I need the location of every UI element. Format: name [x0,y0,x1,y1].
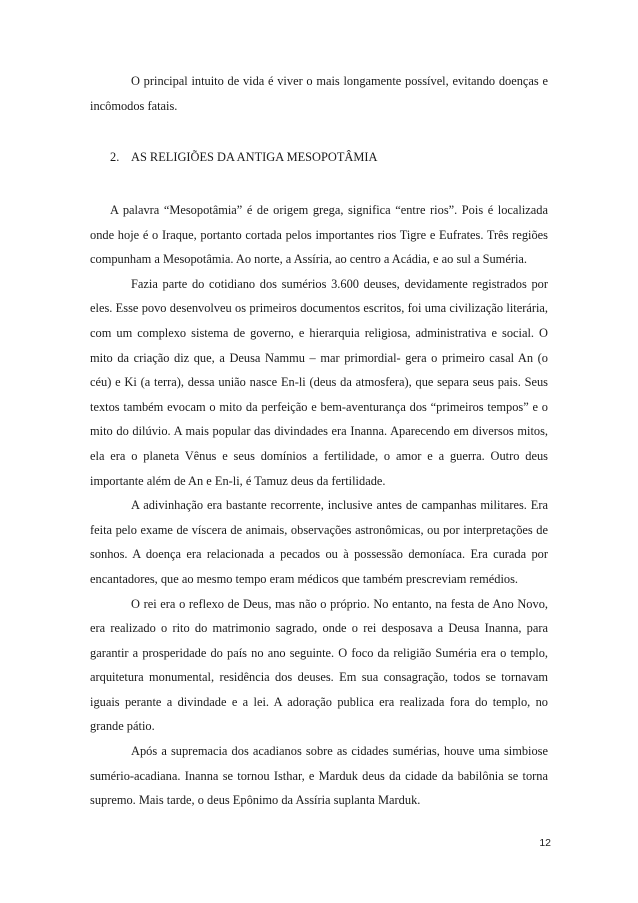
body-paragraph: A palavra “Mesopotâmia” é de origem grega, significa “entre rios”. Pois é localizada onde hoje é o Iraque, portanto cortada pelos importantes rios Tigre e Eufrates. Três regiões compunham a Mesopotâmia. Ao norte, a Assíria, ao centro a Acádia, e ao sul a Suméria. [90,203,548,267]
body-paragraph: O rei era o reflexo de Deus, mas não o próprio. No entanto, na festa de Ano Novo, era realizado o rito do matrimonio sagrado, onde o rei desposava a Deusa Inanna, para garantir a prosperidade do país no ano seguinte. O foco da religião Suméria era o templo, arquitetura monumental, residência dos deuses. Em sua consagração, todos se tornavam iguais perante a divindade e a lei. A adoração publica era realizada fora do templo, no grande pátio. [90,596,548,734]
section-number: 2. [110,150,120,164]
section-title: AS RELIGIÕES DA ANTIGA MESOPOTÂMIA [131,150,378,164]
section-heading [110,145,377,169]
section-body [90,198,548,813]
body-paragraph: Após a supremacia dos acadianos sobre as cidades sumérias, houve uma simbiose sumério-acadiana. Inanna se tornou Isthar, e Marduk deus da cidade da babilônia se torna supremo. Mais tarde, o deus Epônimo da Assíria suplanta Marduk. [90,744,548,808]
body-paragraph: Fazia parte do cotidiano dos sumérios 3.600 deuses, devidamente registrados por eles. Esse povo desenvolveu os primeiros documentos escritos, foi uma civilização literária, com um complexo sistema de governo, e hierarquia religiosa, administrativa e social. O mito da criação diz que, a Deusa Nammu – mar primordial- gera o primeiro casal An (o céu) e Ki (a terra), dessa união nasce En-li (deus da atmosfera), que separa seus pais. Seus textos também evocam o mito da perfeição e bem-aventurança dos “primeiros tempos” e o mito do dilúvio. A mais popular das divindades era Inanna. Aparecendo em diversos mitos, ela era o planeta Vênus e seus domínios a fertilidade, o amor e a guerra. Outro deus importante além de An e En-li, é Tamuz deus da fertilidade. [90,276,548,488]
page-number: 12 [539,837,551,849]
body-paragraph: A adivinhação era bastante recorrente, inclusive antes de campanhas militares. Era feita pelo exame de víscera de animais, observações astronômicas, ou por interpretações de sonhos. A doença era relacionada a pecados ou à possessão demoníaca. Era curada por encantadores, que ao mesmo tempo eram médicos que também prescreviam remédios. [90,498,548,586]
intro-paragraph: O principal intuito de vida é viver o mais longamente possível, evitando doenças e incômodos fatais. [90,74,548,113]
intro-section [90,69,548,118]
